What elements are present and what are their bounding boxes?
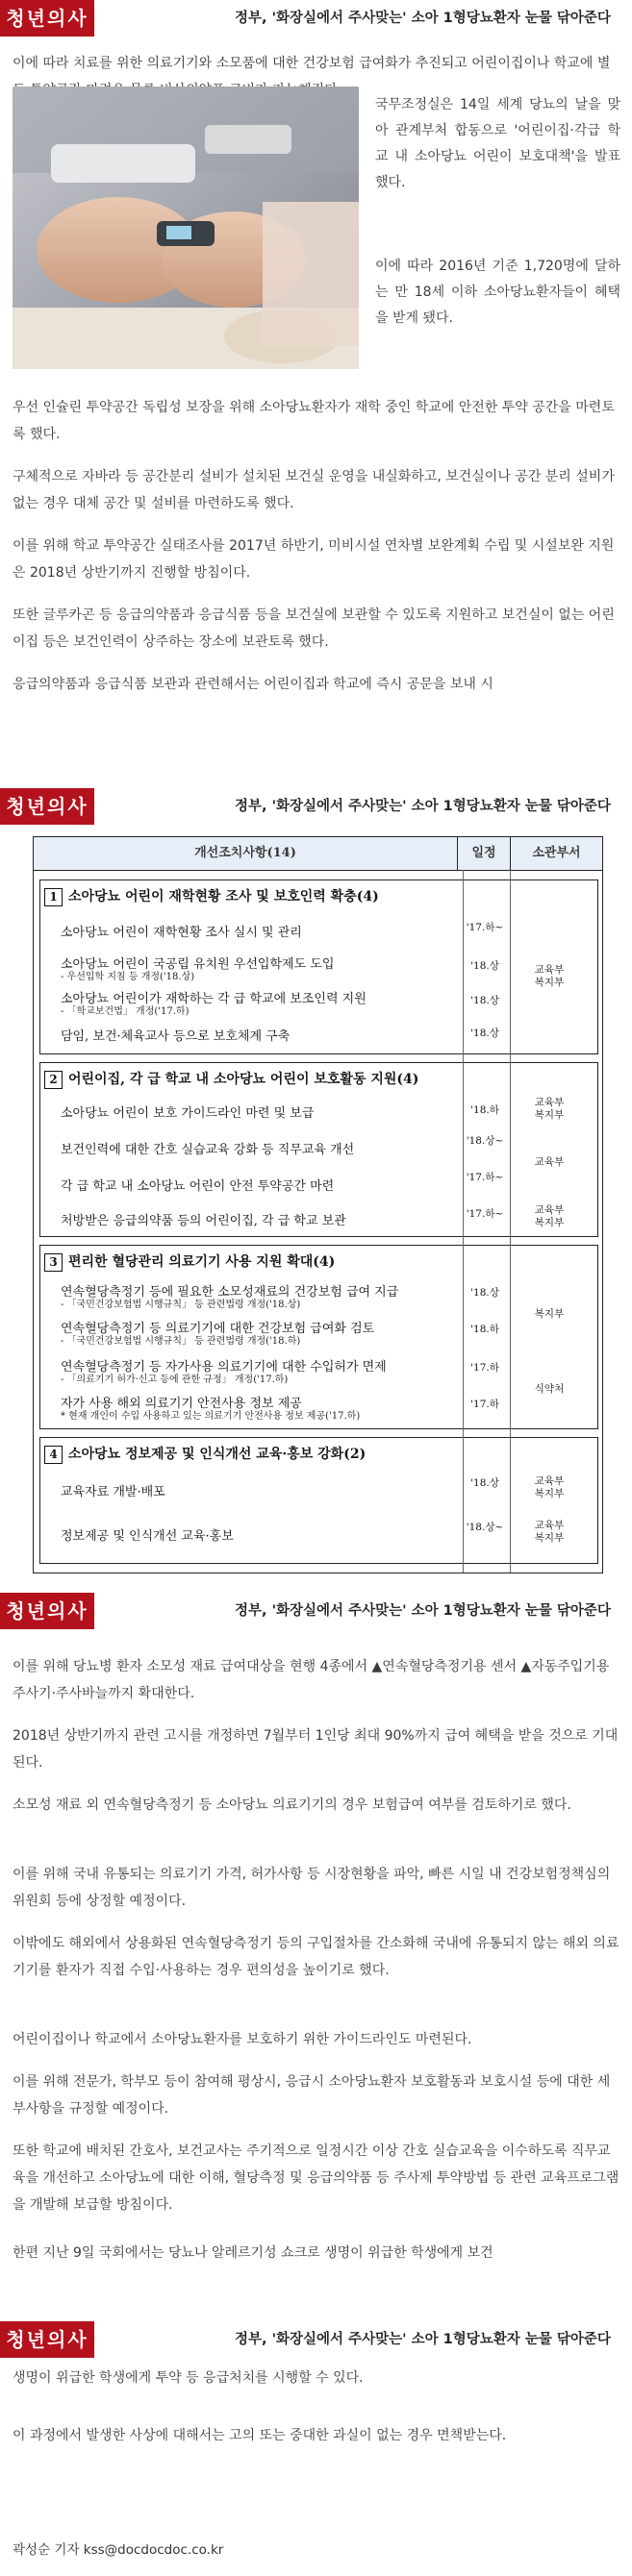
- article-title: 정부, '화장실에서 주사맞는' 소아 1형당뇨환자 눈물 닦아준다: [235, 799, 611, 814]
- section-title: 3 편리한 혈당관리 의료기기 사용 지원 확대(4): [44, 1251, 335, 1272]
- row-date: '17.하: [470, 1399, 499, 1410]
- table-row: 정보제공 및 인식개선 교육·홍보: [61, 1529, 234, 1544]
- site-logo[interactable]: 청년의사: [0, 788, 94, 825]
- table-row: 처방받은 응급의약품 등의 어린이집, 각 급 학교 보관: [61, 1214, 346, 1228]
- body-paragraph: 또한 학교에 배치된 간호사, 보건교사는 주기적으로 일정시간 이상 간호 실습교육을 이수하도록 직무교육을 개선하고 소아당뇨에 대한 이해, 혈당측정 및 응급의약품 등 주사제 투약방법 등 관련 교육프로그램을 개발해 보급할 방침이다.: [13, 2143, 619, 2213]
- table-row: 소아당뇨 어린이가 재학하는 각 급 학교에 보조인력 지원 - 「학교보건법」 개정('17.하): [61, 992, 367, 1017]
- table-row: 소아당뇨 어린이 재학현황 조사 실시 및 관리: [61, 926, 302, 940]
- row-dept: 교육부 복지부: [534, 1475, 565, 1499]
- row-date: '18.하: [470, 1104, 499, 1116]
- table-section-4: [39, 1437, 598, 1564]
- row-date: '18.상~: [466, 1135, 504, 1147]
- body-paragraph: 소모성 재료 외 연속혈당측정기 등 소아당뇨 의료기기의 경우 보험급여 여부를 검토하기로 했다.: [13, 1797, 571, 1813]
- body-paragraph: 이를 위해 국내 유통되는 의료기기 가격, 허가사항 등 시장현황을 파악, 빠른 시일 내 건강보험정책심의위원회 등에 상정할 예정이다.: [13, 1867, 611, 1909]
- row-dept: 식약처: [534, 1383, 565, 1395]
- body-paragraph: 이를 위해 전문가, 학부모 등이 참여해 평상시, 응급시 소아당뇨환자 보호활동과 보호시설 등에 대한 세부사항을 규정할 예정이다.: [13, 2074, 611, 2117]
- article-header: [0, 2321, 632, 2358]
- table-row: 소아당뇨 어린이 국공립 유치원 우선입학제도 도입 - 우선입학 지침 등 개정('18.상): [61, 957, 335, 982]
- article-photo: [13, 87, 359, 369]
- site-logo[interactable]: 청년의사: [0, 0, 94, 37]
- row-date: '18.상: [470, 995, 499, 1006]
- body-paragraph: 어린이집이나 학교에서 소아당뇨환자를 보호하기 위한 가이드라인도 마련된다.: [13, 2032, 472, 2047]
- body-paragraph: 우선 인슐린 투약공간 독립성 보장을 위해 소아당뇨환자가 재학 중인 학교에 안전한 투약 공간을 마련토록 했다.: [13, 400, 615, 442]
- intro-paragraph: 이에 따라 치료를 위한 의료기기와 소모품에 대한 건강보험 급여화가 추진되고 어린이집이나 학교에 별: [13, 56, 611, 71]
- row-date: '18.하: [470, 1324, 499, 1335]
- side-paragraph-1: 국무조정실은 14일 세계 당뇨의 날을 맞아 관계부처 합동으로 '어린이집·각급 학교 내 소아당뇨 어린이 보호대책'을 발표했다.: [375, 97, 620, 190]
- section-title: 4 소아당뇨 정보제공 및 인식개선 교육·홍보 강화(2): [44, 1444, 366, 1464]
- row-date: '18.상: [470, 1028, 499, 1039]
- table-row: 교육자료 개발·배포: [61, 1485, 165, 1499]
- table-row: 각 급 학교 내 소아당뇨 어린이 안전 투약공간 마련: [61, 1179, 335, 1194]
- body-paragraph: 이밖에도 해외에서 상용화된 연속혈당측정기 등의 구입절차를 간소화해 국내에 유통되지 않는 해외 의료기기를 환자가 직접 수입·사용하는 경우 편의성을 높이기로 했다.: [13, 1936, 619, 1978]
- policy-table: [33, 836, 603, 1573]
- article-header: [0, 1593, 632, 1629]
- side-paragraph-2: 이에 따라 2016년 기준 1,720명에 달하는 만 18세 이하 소아당뇨환자들이 혜택을 받게 됐다.: [375, 259, 620, 326]
- insulin-test-photo: [13, 87, 359, 369]
- body-paragraph: 생명이 위급한 학생에게 투약 등 응급처치를 시행할 수 있다.: [13, 2370, 364, 2386]
- body-paragraph: 또한 글루카곤 등 응급의약품과 응급식품 등을 보건실에 보관할 수 있도록 지원하고 보건실이 없는 어린이집 등은 보건인력이 상주하는 장소에 보관토록 했다.: [13, 607, 615, 650]
- row-date: '18.상: [470, 1287, 499, 1299]
- body-paragraph: 한편 지난 9일 국회에서는 당뇨나 알레르기성 쇼크로 생명이 위급한 학생에게 보건: [13, 2245, 493, 2261]
- table-row: 연속혈당측정기 등에 필요한 소모성재료의 건강보험 급여 지급 - 「국민건강보험법 시행규칙」 등 관련법령 개정('18.상): [61, 1285, 399, 1310]
- row-date: '17.하~: [466, 922, 504, 933]
- row-dept: 교육부 복지부: [534, 1097, 565, 1121]
- table-row: 연속혈당측정기 등 의료기기에 대한 건강보험 급여화 검토 - 「국민건강보험법 시행규칙」 등 관련법령 개정('18.하): [61, 1322, 375, 1347]
- site-logo[interactable]: 청년의사: [0, 2321, 94, 2358]
- row-date: '17.하~: [466, 1172, 504, 1183]
- col-dept: 소관부서: [532, 846, 581, 860]
- section-title: 1 소아당뇨 어린이 재학현황 조사 및 보호인력 확충(4): [44, 886, 379, 906]
- row-dept: 교육부 복지부: [534, 964, 565, 988]
- table-header: [34, 837, 602, 871]
- row-date: '17.하~: [466, 1208, 504, 1220]
- row-date: '18.상: [470, 1477, 499, 1489]
- body-paragraph: 응급의약품과 응급식품 보관과 관련해서는 어린이집과 학교에 즉시 공문을 보내 시: [13, 677, 493, 692]
- body-paragraph: 이를 위해 학교 투약공간 실태조사를 2017년 하반기, 미비시설 연차별 보완계획 수립 및 시설보완 지원은 2018년 상반기까지 진행할 방침이다.: [13, 538, 615, 581]
- section-title: 2 어린이집, 각 급 학교 내 소아당뇨 어린이 보호활동 지원(4): [44, 1069, 418, 1089]
- article-title: 정부, '화장실에서 주사맞는' 소아 1형당뇨환자 눈물 닦아준다: [235, 11, 611, 26]
- row-dept: 교육부 복지부: [534, 1520, 565, 1544]
- body-paragraph: 이를 위해 당뇨병 환자 소모성 재료 급여대상을 현행 4종에서 ▲연속혈당측정기용 센서 ▲자동주입기용 주사기·주사바늘까지 확대한다.: [13, 1659, 610, 1701]
- table-row: 담임, 보건·체육교사 등으로 보호체계 구축: [61, 1029, 291, 1044]
- row-date: '18.상: [470, 960, 499, 972]
- article-header: [0, 0, 632, 37]
- table-row: 연속혈당측정기 등 자가사용 의료기기에 대한 수입허가 면제 - 「의료기기 허가·신고 등에 관한 규정」 개정('17.하): [61, 1360, 387, 1385]
- site-logo[interactable]: 청년의사: [0, 1593, 94, 1629]
- row-dept: 교육부 복지부: [534, 1204, 565, 1228]
- byline: 곽성순 기자 kss@docdocdoc.co.kr: [13, 2542, 224, 2558]
- article-header: [0, 788, 632, 825]
- row-dept: 복지부: [534, 1308, 565, 1320]
- row-dept: 교육부: [534, 1156, 565, 1168]
- article-title: 정부, '화장실에서 주사맞는' 소아 1형당뇨환자 눈물 닦아준다: [235, 1603, 611, 1619]
- body-paragraph: 2018년 상반기까지 관련 고시를 개정하면 7월부터 1인당 최대 90%까지 급여 혜택을 받을 것으로 기대된다.: [13, 1728, 619, 1771]
- row-date: '18.상~: [466, 1522, 504, 1533]
- body-paragraph: 이 과정에서 발생한 사상에 대해서는 고의 또는 중대한 과실이 없는 경우 면책받는다.: [13, 2428, 507, 2443]
- article-title: 정부, '화장실에서 주사맞는' 소아 1형당뇨환자 눈물 닦아준다: [235, 2332, 611, 2347]
- col-title: 개선조치사항(14): [194, 846, 296, 860]
- table-row: 보건인력에 대한 간호 실습교육 강화 등 직무교육 개선: [61, 1143, 355, 1157]
- body-paragraph: 구체적으로 자바라 등 공간분리 설비가 설치된 보건실 운영을 내실화하고, 보건실이나 공간 분리 설비가 없는 경우 대체 공간 및 설비를 마련하도록 했다.: [13, 469, 615, 511]
- table-row: 자가 사용 해외 의료기기 안전사용 정보 제공 * 현재 개인이 수입 사용하고 있는 의료기기 안전사용 정보 제공('17.하): [61, 1397, 361, 1422]
- col-date: 일정: [471, 846, 496, 860]
- table-row: 소아당뇨 어린이 보호 가이드라인 마련 및 보급: [61, 1106, 315, 1121]
- row-date: '17.하: [470, 1362, 499, 1374]
